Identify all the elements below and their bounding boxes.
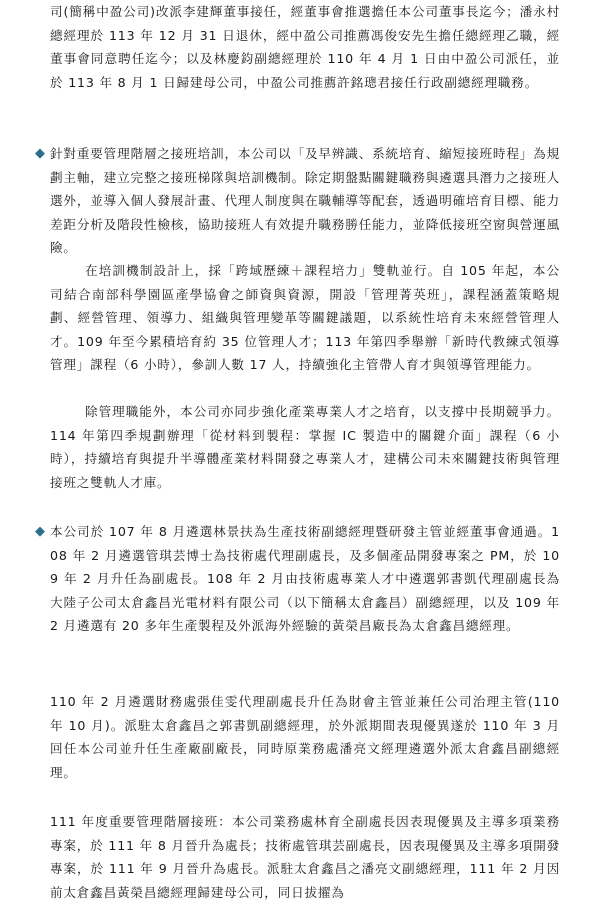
- paragraph-appointments-107-109: 本公司於 107 年 8 月遴選林景扶為生產技術副總經理暨研發主管並經董事會通過。108 年 2 月遴選管琪芸博士為技術處代理副處長，及多個產品開發專案之 PM，於 109 年 2 月升任為副處長。108 年 2 月由技術處專業人才中遴選郭書凱代理副處長為大陸子公司太倉鑫昌光電材料有限公司（以下簡稱太倉鑫昌）副總經理，以及 109 年 2 月遴選有 20 多年生產製程及外派海外經驗的黃榮昌廠長為太倉鑫昌總經理。: [50, 524, 560, 633]
- paragraph-training-mechanism: 在培訓機制設計上，採「跨域歷練＋課程培力」雙軌並行。自 105 年起，本公司結合南部科學園區產學協會之師資與資源，開設「管理菁英班」，課程涵蓋策略規劃、經營管理、領導力、組織與管理變革等關鍵議題，以系統性培育未來經營管理人才。109 年至今累積培育約 35 位管理人才；113 年第四季舉辦「新時代教練式領導管理」課程（6 小時），參訓人數 17 人，持續強化主管帶人育才與領導管理能力。: [50, 263, 560, 372]
- diamond-bullet-icon: ◆: [35, 524, 45, 539]
- paragraph-appointments-111: 111 年度重要管理階層接班：本公司業務處林育全副處長因表現優異及主導多項業務專案，於 111 年 8 月晉升為處長；技術處管琪芸副處長，因表現優異及主導多項開發專案，於 111 年 9 月晉升為處長。派駐太倉鑫昌之潘亮文副總經理，111 年 2 月因前太倉鑫昌黃榮昌總經理歸建母公司，同日拔擢為: [50, 814, 560, 900]
- paragraph-leadership-changes: 司(簡稱中盈公司)改派李建輝董事接任，經董事會推選擔任本公司董事長迄今；潘永村總經理於 113 年 12 月 31 日退休，經中盈公司推薦馮俊安先生擔任總經理乙職，經董事會同意聘任迄今；以及林慶鈞副總經理於 110 年 4 月 1 日由中盈公司派任，並於 113 年 8 月 1 日歸建母公司，中盈公司推薦許銘璁君接任行政副總經理職務。: [50, 4, 560, 90]
- paragraph-professional-talent: 除管理職能外，本公司亦同步強化產業專業人才之培育，以支撐中長期競爭力。114 年第四季規劃辦理「從材料到製程：掌握 IC 製造中的關鍵介面」課程（6 小時），持續培育與提升半導體產業材料開發之專業人才，建構公司未來關鍵技術與管理接班之雙軌人才庫。: [50, 404, 560, 490]
- diamond-bullet-icon: ◆: [35, 146, 45, 161]
- paragraph-appointments-110: 110 年 2 月遴選財務處張佳雯代理副處長升任為財會主管並兼任公司治理主管(110 年 10 月)。派駐太倉鑫昌之郭書凱副總經理，於外派期間表現優異遂於 110 年 3 月回任本公司並升任生產廠副廠長，同時原業務處潘亮文經理遴選外派太倉鑫昌副總經理。: [50, 694, 560, 780]
- paragraph-succession-training: 針對重要管理階層之接班培訓，本公司以「及早辨識、系統培育、縮短接班時程」為規劃主軸，建立完整之接班梯隊與培訓機制。除定期盤點關鍵職務與遴選具潛力之接班人選外，並導入個人發展計畫、代理人制度與在職輔導等配套，透過明確培育目標、能力差距分析及階段性檢核，協助接班人有效提升職務勝任能力，並降低接班空窗與營運風險。: [50, 146, 560, 255]
